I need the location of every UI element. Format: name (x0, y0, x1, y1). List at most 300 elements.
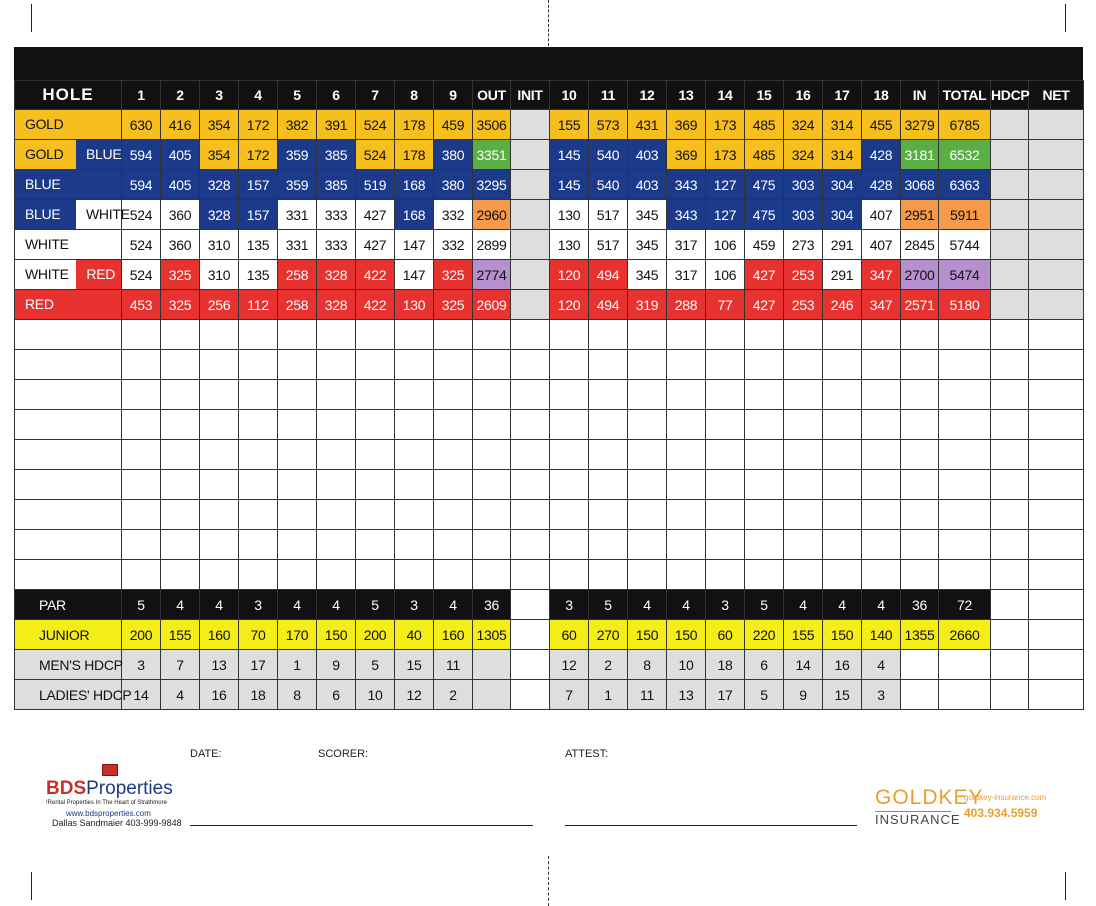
score-cell[interactable] (122, 380, 161, 410)
score-cell[interactable] (122, 470, 161, 500)
yardage-cell: 422 (356, 290, 395, 320)
score-cell[interactable] (823, 560, 862, 590)
score-cell[interactable] (511, 530, 550, 560)
yardage-cell: 345 (628, 260, 667, 290)
blank-cell (991, 680, 1029, 710)
score-cell[interactable] (939, 500, 991, 530)
score-cell[interactable] (823, 500, 862, 530)
score-cell[interactable] (356, 560, 395, 590)
mens-hdcp-row (15, 650, 1084, 680)
net-cell[interactable] (1029, 140, 1084, 170)
score-cell[interactable] (823, 530, 862, 560)
score-cell[interactable] (161, 530, 200, 560)
score-cell[interactable] (434, 500, 473, 530)
score-cell[interactable] (939, 350, 991, 380)
score-cell[interactable] (278, 440, 317, 470)
score-cell[interactable] (473, 530, 511, 560)
score-cell[interactable] (589, 350, 628, 380)
hdcp-cell[interactable] (991, 200, 1029, 230)
score-cell[interactable] (991, 500, 1029, 530)
player-name-cell[interactable] (15, 320, 122, 350)
in-yardage-cell: 3181 (901, 140, 939, 170)
bds-brand-bold: BDS (46, 778, 87, 799)
score-cell[interactable] (395, 530, 434, 560)
score-cell[interactable] (550, 380, 589, 410)
score-cell[interactable] (901, 350, 939, 380)
score-cell[interactable] (356, 440, 395, 470)
score-cell[interactable] (667, 530, 706, 560)
score-cell[interactable] (901, 380, 939, 410)
score-cell[interactable] (278, 530, 317, 560)
score-cell[interactable] (628, 560, 667, 590)
score-cell[interactable] (239, 410, 278, 440)
score-cell[interactable] (356, 320, 395, 350)
score-cell[interactable] (628, 440, 667, 470)
score-cell[interactable] (278, 470, 317, 500)
score-cell[interactable] (278, 380, 317, 410)
score-cell[interactable] (122, 440, 161, 470)
score-cell[interactable] (122, 500, 161, 530)
score-cell[interactable] (200, 410, 239, 440)
score-cell[interactable] (317, 320, 356, 350)
score-cell[interactable] (991, 410, 1029, 440)
score-cell[interactable] (356, 470, 395, 500)
score-cell[interactable] (823, 440, 862, 470)
score-cell[interactable] (317, 380, 356, 410)
tee-name-label: GOLD (15, 110, 121, 139)
score-cell[interactable] (356, 410, 395, 440)
score-cell[interactable] (161, 320, 200, 350)
score-cell[interactable] (589, 440, 628, 470)
score-cell[interactable] (628, 470, 667, 500)
score-cell[interactable] (395, 500, 434, 530)
score-cell[interactable] (784, 530, 823, 560)
score-cell[interactable] (473, 320, 511, 350)
score-cell[interactable] (745, 500, 784, 530)
score-cell[interactable] (434, 560, 473, 590)
score-cell[interactable] (939, 440, 991, 470)
tee-name-cell (15, 200, 130, 230)
init-cell[interactable] (511, 170, 550, 200)
yardage-cell: 168 (395, 170, 434, 200)
score-cell[interactable] (589, 560, 628, 590)
score-cell[interactable] (550, 560, 589, 590)
score-cell[interactable] (1029, 470, 1084, 500)
score-cell[interactable] (939, 470, 991, 500)
score-cell[interactable] (200, 380, 239, 410)
init-cell[interactable] (511, 290, 550, 320)
score-cell[interactable] (1029, 350, 1084, 380)
score-cell[interactable] (317, 530, 356, 560)
score-cell[interactable] (667, 380, 706, 410)
score-cell[interactable] (589, 320, 628, 350)
score-cell[interactable] (667, 350, 706, 380)
score-cell[interactable] (122, 410, 161, 440)
scorer-signature-line[interactable] (190, 825, 533, 826)
yardage-cell: 485 (745, 140, 784, 170)
score-cell[interactable] (667, 410, 706, 440)
score-cell[interactable] (1029, 530, 1084, 560)
score-cell[interactable] (784, 320, 823, 350)
score-cell[interactable] (939, 410, 991, 440)
score-cell[interactable] (434, 380, 473, 410)
score-cell[interactable] (745, 380, 784, 410)
yardage-cell: 524 (122, 200, 161, 230)
yardage-cell: 428 (862, 170, 901, 200)
score-cell[interactable] (239, 530, 278, 560)
score-cell[interactable] (991, 530, 1029, 560)
score-cell[interactable] (823, 320, 862, 350)
par-row-value: 4 (278, 590, 317, 620)
score-cell[interactable] (395, 380, 434, 410)
score-cell[interactable] (278, 320, 317, 350)
score-cell[interactable] (862, 530, 901, 560)
yardage-cell: 145 (550, 170, 589, 200)
score-cell[interactable] (122, 560, 161, 590)
score-cell[interactable] (122, 350, 161, 380)
score-cell[interactable] (1029, 380, 1084, 410)
player-name-cell[interactable] (15, 560, 122, 590)
score-cell[interactable] (667, 320, 706, 350)
score-cell[interactable] (395, 350, 434, 380)
score-cell[interactable] (395, 560, 434, 590)
score-cell[interactable] (628, 350, 667, 380)
score-cell[interactable] (706, 410, 745, 440)
hdcp-cell[interactable] (991, 110, 1029, 140)
net-cell[interactable] (1029, 260, 1084, 290)
score-cell[interactable] (122, 530, 161, 560)
score-cell[interactable] (278, 350, 317, 380)
score-cell[interactable] (862, 560, 901, 590)
score-cell[interactable] (473, 500, 511, 530)
score-cell[interactable] (161, 380, 200, 410)
score-cell[interactable] (784, 560, 823, 590)
score-cell[interactable] (395, 470, 434, 500)
score-cell[interactable] (550, 530, 589, 560)
score-cell[interactable] (589, 500, 628, 530)
score-cell[interactable] (317, 410, 356, 440)
hole-number-6: 6 (317, 81, 356, 110)
score-cell[interactable] (589, 380, 628, 410)
score-cell[interactable] (745, 350, 784, 380)
score-cell[interactable] (784, 410, 823, 440)
score-cell[interactable] (511, 380, 550, 410)
score-cell[interactable] (317, 470, 356, 500)
score-cell[interactable] (706, 500, 745, 530)
score-cell[interactable] (239, 470, 278, 500)
score-cell[interactable] (161, 500, 200, 530)
score-cell[interactable] (901, 530, 939, 560)
score-cell[interactable] (745, 410, 784, 440)
init-cell[interactable] (511, 200, 550, 230)
score-cell[interactable] (434, 410, 473, 440)
score-cell[interactable] (823, 380, 862, 410)
init-cell[interactable] (511, 230, 550, 260)
score-cell[interactable] (628, 410, 667, 440)
score-cell[interactable] (901, 410, 939, 440)
par-row-out: 36 (473, 590, 511, 620)
score-cell[interactable] (823, 470, 862, 500)
score-cell[interactable] (862, 470, 901, 500)
tee-name-label: WHITE (76, 200, 121, 229)
par-row (15, 590, 1084, 620)
score-cell[interactable] (395, 320, 434, 350)
score-cell[interactable] (356, 380, 395, 410)
score-cell[interactable] (200, 320, 239, 350)
score-cell[interactable] (939, 320, 991, 350)
score-cell[interactable] (550, 320, 589, 350)
score-cell[interactable] (901, 320, 939, 350)
yardage-cell: 333 (317, 200, 356, 230)
yardage-cell: 524 (356, 140, 395, 170)
score-cell[interactable] (706, 350, 745, 380)
net-cell[interactable] (1029, 110, 1084, 140)
score-entry-row (15, 320, 1084, 350)
score-cell[interactable] (200, 560, 239, 590)
score-cell[interactable] (122, 320, 161, 350)
score-cell[interactable] (706, 470, 745, 500)
player-name-cell[interactable] (15, 470, 122, 500)
score-cell[interactable] (1029, 320, 1084, 350)
score-cell[interactable] (1029, 440, 1084, 470)
tee-name-label: BLUE (15, 200, 76, 229)
score-cell[interactable] (784, 470, 823, 500)
score-cell[interactable] (473, 350, 511, 380)
hdcp-cell[interactable] (991, 170, 1029, 200)
yardage-cell: 319 (628, 290, 667, 320)
net-cell[interactable] (1029, 290, 1084, 320)
score-cell[interactable] (239, 440, 278, 470)
junior-row-value: 270 (589, 620, 628, 650)
score-cell[interactable] (239, 320, 278, 350)
score-cell[interactable] (434, 530, 473, 560)
score-cell[interactable] (511, 320, 550, 350)
score-cell[interactable] (862, 440, 901, 470)
score-cell[interactable] (200, 440, 239, 470)
score-cell[interactable] (239, 560, 278, 590)
score-cell[interactable] (317, 440, 356, 470)
scorecard-table (14, 80, 1084, 710)
ladies-hdcp-row-in (901, 680, 939, 710)
score-cell[interactable] (511, 440, 550, 470)
score-cell[interactable] (317, 500, 356, 530)
score-cell[interactable] (862, 320, 901, 350)
score-cell[interactable] (550, 410, 589, 440)
score-cell[interactable] (550, 500, 589, 530)
goldkey-phone: 403.934.5959 (964, 806, 1038, 820)
yardage-cell: 120 (550, 260, 589, 290)
yardage-cell: 475 (745, 170, 784, 200)
ladies-hdcp-row-value: 16 (200, 680, 239, 710)
score-cell[interactable] (939, 380, 991, 410)
score-cell[interactable] (901, 470, 939, 500)
ladies-hdcp-row-value: 9 (784, 680, 823, 710)
net-cell[interactable] (1029, 170, 1084, 200)
score-cell[interactable] (991, 380, 1029, 410)
hdcp-cell[interactable] (991, 290, 1029, 320)
score-cell[interactable] (239, 350, 278, 380)
score-cell[interactable] (161, 440, 200, 470)
score-cell[interactable] (589, 410, 628, 440)
score-cell[interactable] (784, 500, 823, 530)
score-cell[interactable] (317, 560, 356, 590)
score-cell[interactable] (434, 470, 473, 500)
player-name-cell[interactable] (15, 380, 122, 410)
score-cell[interactable] (511, 350, 550, 380)
score-cell[interactable] (862, 380, 901, 410)
player-name-cell[interactable] (15, 530, 122, 560)
score-cell[interactable] (395, 440, 434, 470)
score-cell[interactable] (434, 350, 473, 380)
score-cell[interactable] (939, 560, 991, 590)
score-cell[interactable] (473, 560, 511, 590)
tee-row (15, 110, 1084, 140)
score-cell[interactable] (511, 470, 550, 500)
score-cell[interactable] (511, 410, 550, 440)
score-cell[interactable] (511, 560, 550, 590)
score-cell[interactable] (434, 320, 473, 350)
score-cell[interactable] (667, 470, 706, 500)
score-cell[interactable] (667, 560, 706, 590)
net-cell[interactable] (1029, 200, 1084, 230)
blank-cell (511, 680, 550, 710)
init-cell[interactable] (511, 110, 550, 140)
score-cell[interactable] (745, 320, 784, 350)
score-cell[interactable] (161, 560, 200, 590)
score-cell[interactable] (161, 350, 200, 380)
hole-number-5: 5 (278, 81, 317, 110)
mens-hdcp-row-value: 17 (239, 650, 278, 680)
score-cell[interactable] (200, 350, 239, 380)
score-cell[interactable] (901, 560, 939, 590)
score-cell[interactable] (706, 380, 745, 410)
player-name-cell[interactable] (15, 350, 122, 380)
score-cell[interactable] (667, 440, 706, 470)
score-cell[interactable] (991, 560, 1029, 590)
score-cell[interactable] (706, 440, 745, 470)
score-cell[interactable] (550, 440, 589, 470)
score-cell[interactable] (706, 530, 745, 560)
init-cell[interactable] (511, 140, 550, 170)
score-cell[interactable] (939, 530, 991, 560)
hdcp-cell[interactable] (991, 230, 1029, 260)
score-cell[interactable] (395, 410, 434, 440)
player-name-cell[interactable] (15, 500, 122, 530)
yardage-cell: 405 (161, 170, 200, 200)
score-cell[interactable] (784, 350, 823, 380)
score-cell[interactable] (862, 350, 901, 380)
score-cell[interactable] (278, 500, 317, 530)
score-cell[interactable] (200, 470, 239, 500)
score-cell[interactable] (239, 380, 278, 410)
score-cell[interactable] (745, 560, 784, 590)
score-cell[interactable] (589, 530, 628, 560)
score-cell[interactable] (628, 530, 667, 560)
score-cell[interactable] (161, 410, 200, 440)
score-cell[interactable] (278, 410, 317, 440)
junior-row-in: 1355 (901, 620, 939, 650)
score-cell[interactable] (1029, 560, 1084, 590)
score-cell[interactable] (317, 350, 356, 380)
init-cell[interactable] (511, 260, 550, 290)
hole-number-11: 11 (589, 81, 628, 110)
player-name-cell[interactable] (15, 440, 122, 470)
score-cell[interactable] (356, 500, 395, 530)
net-cell[interactable] (1029, 230, 1084, 260)
score-cell[interactable] (511, 500, 550, 530)
score-cell[interactable] (473, 440, 511, 470)
yardage-cell: 325 (161, 260, 200, 290)
score-cell[interactable] (823, 410, 862, 440)
score-cell[interactable] (1029, 500, 1084, 530)
score-cell[interactable] (356, 350, 395, 380)
hdcp-cell[interactable] (991, 140, 1029, 170)
score-cell[interactable] (278, 560, 317, 590)
score-cell[interactable] (667, 500, 706, 530)
total-yardage-cell: 5744 (939, 230, 991, 260)
mens-hdcp-row-value: 14 (784, 650, 823, 680)
hdcp-cell[interactable] (991, 260, 1029, 290)
score-cell[interactable] (706, 560, 745, 590)
score-cell[interactable] (862, 410, 901, 440)
score-cell[interactable] (473, 380, 511, 410)
yardage-cell: 573 (589, 110, 628, 140)
score-cell[interactable] (823, 350, 862, 380)
score-cell[interactable] (901, 440, 939, 470)
attest-signature-line[interactable] (565, 825, 857, 826)
score-cell[interactable] (991, 350, 1029, 380)
score-cell[interactable] (628, 380, 667, 410)
score-cell[interactable] (862, 500, 901, 530)
score-cell[interactable] (901, 500, 939, 530)
yardage-cell: 303 (784, 200, 823, 230)
yardage-cell: 459 (434, 110, 473, 140)
score-cell[interactable] (434, 440, 473, 470)
score-cell[interactable] (473, 470, 511, 500)
score-cell[interactable] (628, 320, 667, 350)
score-cell[interactable] (200, 500, 239, 530)
score-cell[interactable] (706, 320, 745, 350)
score-entry-row (15, 470, 1084, 500)
score-cell[interactable] (356, 530, 395, 560)
score-cell[interactable] (991, 320, 1029, 350)
score-cell[interactable] (745, 530, 784, 560)
player-name-cell[interactable] (15, 410, 122, 440)
score-cell[interactable] (991, 440, 1029, 470)
score-cell[interactable] (991, 470, 1029, 500)
bds-brand-rest: Properties (86, 778, 173, 799)
score-cell[interactable] (161, 470, 200, 500)
score-cell[interactable] (745, 440, 784, 470)
yardage-cell: 427 (745, 260, 784, 290)
score-cell[interactable] (784, 440, 823, 470)
ladies-hdcp-row-value: 15 (823, 680, 862, 710)
score-cell[interactable] (473, 410, 511, 440)
score-cell[interactable] (784, 380, 823, 410)
yardage-cell: 155 (550, 110, 589, 140)
score-cell[interactable] (550, 470, 589, 500)
score-cell[interactable] (589, 470, 628, 500)
score-cell[interactable] (550, 350, 589, 380)
bds-url[interactable]: www.bdsproperties.com (66, 809, 151, 818)
score-cell[interactable] (1029, 410, 1084, 440)
goldkey-url[interactable]: goldkey-insurance.com (964, 793, 1047, 802)
init-header: INIT (511, 81, 550, 110)
score-cell[interactable] (200, 530, 239, 560)
score-cell[interactable] (745, 470, 784, 500)
score-cell[interactable] (628, 500, 667, 530)
score-cell[interactable] (239, 500, 278, 530)
